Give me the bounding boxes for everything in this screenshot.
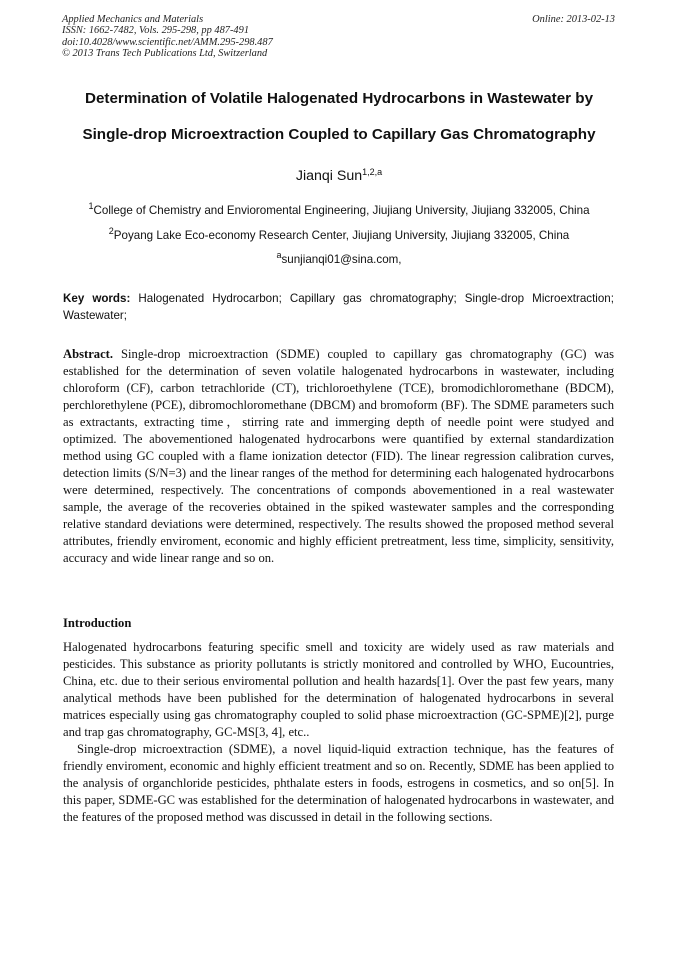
- keywords-label: Key words:: [63, 292, 131, 305]
- doi-line: doi:10.4028/www.scientific.net/AMM.295-298.487: [62, 36, 273, 48]
- introduction-body: [63, 639, 614, 826]
- author-sup: 1,2,a: [362, 167, 383, 177]
- affiliation-2: $^2$Poyang Lake Eco-economy Research Center, Jiujiang University, Jiujiang 332005, China: [108, 226, 570, 242]
- keywords: [63, 290, 614, 324]
- abstract-text: Single-drop microextraction (SDME) coupled to capillary gas chromatography (GC) was established for the determination of seven volatile halogenated hydrocarbons in wastewater, including chloroform (CF), carbon tetrachloride (CT), trichloroethylene (TCE), bromodichloromethane (BDCM), perchlorethylene (PCE), dibromochloromethane (DBCM) and bromoform (BF). The SDME parameters such as extractants, extracting time，stirring rate and immerging depth of needle point were studyed and optimized. The abovementioned halogenated hydrocarbons were quantified by external standardization method using GC coupled with a flame ionization detector (FID). The linear regression calibration curves, detection limits (S/N=3) and the linear ranges of the method for determining each halogenated hydrocarbons were determined, respectively. The concentrations of componds abovementioned in a real wastewater sample, the average of the recoveries obtained in the spiked wastewater samples and the corresponding relative standard deviations were determined, respectively. The results showed the proposed method several attributes, friendly enviroment, economic and highly efficient pretreatment, less time, simplicity, sensitivity, accuracy and wide linear range and so on.: [63, 347, 614, 565]
- journal-header: [62, 14, 615, 60]
- keywords-text: Halogenated Hydrocarbon; Capillary gas chromatography; Single-drop Microextraction; Wastewater;: [63, 292, 614, 322]
- journal-name: Applied Mechanics and Materials: [62, 14, 204, 25]
- paper-title-line-1: Determination of Volatile Halogenated Hydrocarbons in Wastewater by: [84, 90, 594, 107]
- author: [0, 168, 678, 184]
- paper-title-line-2: Single-drop Microextraction Coupled to Capillary Gas Chromatography: [82, 126, 596, 143]
- abstract-label: Abstract.: [63, 347, 114, 361]
- author-email: $^a$sunjianqi01@sina.com,: [276, 250, 402, 266]
- author-name: Jianqi Sun: [295, 168, 363, 184]
- affiliation-1: $^1$College of Chemistry and Envioromental Engineering, Jiujiang University, Jiujiang 332005, China: [88, 201, 590, 217]
- introduction-heading: Introduction: [63, 616, 132, 630]
- online-date: Online: 2013-02-13: [532, 14, 615, 25]
- intro-paragraph-2: Single-drop microextraction (SDME), a novel liquid-liquid extraction technique, has the features of friendly enviroment, economic and highly efficient treatment and so on. Recently, SDME has been applied to the analysis of organchloride pesticides, phthalate esters in foods, estrogens in cosmetics, and so on[5]. In this paper, SDME-GC was established for the determination of halogenated hydrocarbons in wastewater, and the features of the proposed method was discussed in detail in the following sections.: [63, 742, 614, 824]
- issn-line: ISSN: 1662-7482, Vols. 295-298, pp 487-491: [62, 25, 250, 37]
- intro-paragraph-1: Halogenated hydrocarbons featuring specific smell and toxicity are widely used as raw materials and pesticides. This substance as priority pollutants is strictly monitored and controlled by WHO, Eucountries, China, etc. due to their serious enviromental pollution and health hazards[1]. Over the past few years, many analytical methods have been published for the determination of halogenated hydrocarbons in several matrices especially using gas chromatography coupled to solid phase microextraction (GC-SPME)[2], purge and trap gas chromatography, GC-MS[3, 4], etc..: [63, 640, 614, 739]
- copyright-line: © 2013 Trans Tech Publications Ltd, Switzerland: [62, 48, 268, 60]
- abstract: [63, 346, 614, 567]
